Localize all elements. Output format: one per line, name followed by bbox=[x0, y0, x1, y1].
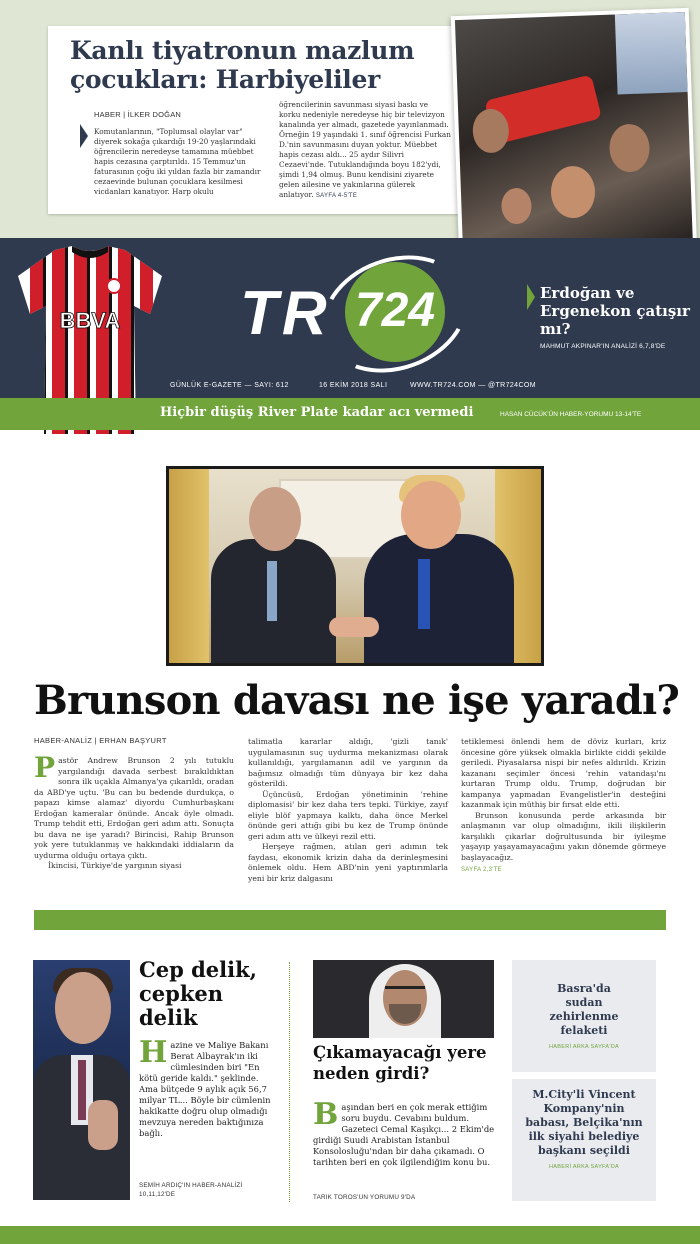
main-story-paragraph: İkincisi, Türkiye'de yargının siyasi bbox=[48, 861, 182, 870]
side-box-title: Basra'da sudan zehirlenme felaketi bbox=[549, 982, 619, 1037]
drop-cap: B bbox=[313, 1097, 339, 1132]
drop-cap: H bbox=[139, 1035, 168, 1070]
photo-figure bbox=[501, 188, 532, 225]
banner-subline: HASAN CÜCÜK'ÜN HABER-YORUMU 13-14'TE bbox=[500, 411, 642, 418]
drop-cap: P bbox=[34, 751, 56, 784]
photo-head bbox=[249, 487, 301, 551]
main-story-headline[interactable]: Brunson davası ne işe yaradı? bbox=[34, 677, 680, 724]
main-story-column-2 bbox=[248, 737, 448, 884]
section-separator bbox=[34, 910, 666, 930]
photo-tie bbox=[267, 561, 277, 621]
jersey-sponsor-text: BBVA bbox=[59, 308, 121, 333]
cep-story-headline[interactable]: Cep delik, cepken delik bbox=[139, 957, 257, 1030]
main-story-paragraph: Üçüncüsü, Erdoğan yönetiminin 'rehine diplomasisi' bir kez daha ters tepki. Türkiye, zayıf eliyle blöf yapmaya kalktı, daha önce Merkel önünde geri attığı gibi bu kez de Trump önünde geri adım attı ve ülkeyi rezil etti. bbox=[248, 789, 448, 841]
top-story-column-1: Komutanlarının, "Toplumsal olaylar var" diyerek sokağa çıkardığı 19-20 yaşlarındaki öğrencilerin neredeyse tamamına müebbet hapis cezasına çarptırıldı. 15 Temmuz'un faturasının çoğu iki yıldan fazla bir zamandır cezaevinde bulunan çocuklara kesilmesi vicdanları kanatıyor. Harp okulu bbox=[94, 127, 261, 196]
kas-story-body bbox=[313, 1097, 495, 1168]
photo-figure bbox=[609, 123, 651, 172]
main-story-photo bbox=[166, 466, 544, 666]
soldiers-photo-image bbox=[455, 12, 693, 257]
top-story-headline[interactable]: Kanlı tiyatronun mazlum çocukları: Harbiyeliler bbox=[70, 36, 415, 94]
photo-sky bbox=[615, 12, 688, 94]
kas-story-credit[interactable]: TARIK TOROS'UN YORUMU 9'DA bbox=[313, 1194, 416, 1201]
handshake-photo-image bbox=[169, 469, 541, 663]
photo-figure bbox=[472, 108, 510, 153]
main-story-paragraph: tetiklemesi önlendi hem de döviz kurları, kriz öncesine göre yüksek olmakla birlikte ciddi şekilde geriledi. Piyasalarsa nispi bir nefes aldırıldı. Krizin kazananı seçimler öncesi 'rehin vatandaşı'nı kurtaran Trump oldu. Trump, doğrudan bir kampanya yapmadan Evangelistler'in desteğini kazanmak için müthiş bir fırsat elde etti. bbox=[461, 737, 666, 809]
cep-story-credit[interactable]: SEMİH ARDIÇ'IN HABER-ANALİZİ 10,11,12'DE bbox=[139, 1182, 243, 1198]
main-story-byline: HABER-ANALİZ | ERHAN BAŞYURT bbox=[34, 736, 167, 745]
kas-story-body-text: aşından beri en çok merak ettiğim soru buydu. Cevabını buldum. Gazeteci Cemal Kaşıkçı... 2 Ekim'de girdiği Suudi Arabistan İstanbul Konsolosluğu'ndan bir daha çıkamadı. O tarihten beri en çok ilgilendiğim konu bu. bbox=[313, 1102, 495, 1167]
logo-tr-text[interactable]: TR bbox=[240, 279, 331, 348]
logo-number[interactable]: 724 bbox=[354, 284, 436, 337]
top-story-byline: HABER | İLKER DOĞAN bbox=[94, 110, 182, 119]
photo-glasses bbox=[385, 986, 425, 994]
side-box-subline: HABERİ ARKA SAYFA'DA bbox=[549, 1164, 619, 1170]
photo-head bbox=[401, 481, 461, 549]
photo-hand bbox=[88, 1100, 118, 1150]
photo-figure bbox=[364, 534, 514, 663]
main-story-column-3 bbox=[461, 737, 666, 876]
edition-label: GÜNLÜK E-GAZETE — SAYI: 612 bbox=[170, 382, 289, 389]
main-story-paragraph: talimatla kararlar aldığı, 'gizli tanık' uygulamasının suç uydurma mekanizması olarak kullanıldığı, yargılamanın adil ve yargının da bağımsız olmadığı tüm dünyaya bir kez daha gösterildi. bbox=[248, 737, 448, 788]
kas-story-headline[interactable]: Çıkamayacağı yere neden girdi? bbox=[313, 1043, 487, 1083]
top-story-column-2 bbox=[279, 100, 451, 201]
side-box-basra[interactable] bbox=[512, 960, 656, 1072]
main-story-page-ref[interactable]: SAYFA 2,3'TE bbox=[461, 867, 502, 873]
top-story-page-ref[interactable]: SAYFA 4-5'TE bbox=[315, 193, 358, 199]
photo-tie bbox=[418, 559, 430, 629]
main-story-column-1 bbox=[34, 751, 234, 872]
kashoggi-photo bbox=[313, 960, 494, 1038]
side-box-title: M.City'li Vincent Kompany'nin babası, Belçika'nın ilk siyahi belediye başkanı seçildi bbox=[525, 1088, 643, 1157]
web-label[interactable]: WWW.TR724.COM — @TR724COM bbox=[410, 382, 537, 389]
photo-handshake bbox=[329, 617, 379, 637]
main-story-paragraph: Brunson konusunda perde arkasında bir anlaşmanın var olup olmadığını, ikili ilişkilerin karşılıklı çıkarlar doğrultusunda bir iyileşme yaşayıp yaşayamayacağını yakın dönemde görmeye başlayacağız. bbox=[461, 810, 666, 862]
berat-albayrak-photo bbox=[33, 960, 130, 1200]
photo-curtain bbox=[169, 469, 209, 663]
arrow-icon bbox=[80, 124, 88, 148]
side-box-kompany[interactable] bbox=[512, 1079, 656, 1201]
top-story-photo bbox=[451, 8, 697, 261]
promo-arrow-icon bbox=[527, 284, 535, 310]
photo-head bbox=[55, 972, 111, 1044]
main-story-paragraph: Herşeye rağmen, atılan geri adımın tek faydası, ekonomik krizin daha da derinleşmesini önlemek oldu. Hem ABD'nin yeni yaptırımlarla yeni bir kriz dalgasını bbox=[248, 842, 448, 883]
top-story-column-2-text: öğrencilerinin savunması siyasi baskı ve korku nedeniyle neredeyse hiç bir televizyon kanalında yer almadı, gazetede yayınlanmadı. Örneğin 19 yaşındaki 1. sınıf öğrencisi Furkan D.'nin savunmasını duyan yoktur. Müebbet hapis cezası aldı... 25 aydır Silivri Cezaevi'nde. Tutuklandığında boyu 182'ydi, şimdi 1,94 olmuş. Bunu kendisini ziyarete gelen ailesine ve yakınlarına gülerek anlatıyor. bbox=[279, 100, 451, 199]
date-label: 16 EKİM 2018 SALI bbox=[319, 382, 388, 389]
banner-headline[interactable]: Hiçbir düşüş River Plate kadar acı vermedi bbox=[160, 405, 474, 420]
column-divider bbox=[289, 962, 290, 1202]
cep-story-body-text: azine ve Maliye Bakanı Berat Albayrak'ın iki cümlesinden biri "En kötü geride kaldı." şeklinde. Ama bütçede 9 aylık açık 56,7 milyar TL... Böyle bir cümlenin hakikatte doğru olup olmadığı mevzuya nereden baktığınıza bağlı. bbox=[139, 1040, 271, 1138]
promo-headline[interactable]: Erdoğan ve Ergenekon çatışır mı? bbox=[540, 284, 690, 338]
cep-story-body bbox=[139, 1035, 279, 1139]
footer-bar bbox=[0, 1226, 700, 1244]
main-story-paragraph bbox=[34, 751, 234, 861]
promo-subline: MAHMUT AKPINAR'IN ANALİZİ 6,7,8'DE bbox=[540, 343, 666, 350]
photo-tie bbox=[78, 1060, 86, 1120]
main-story-paragraph-text: astör Andrew Brunson 2 yılı tutuklu yargılandığı davada serbest bırakıldıktan sonra ilk uçakla Almanya'ya çıkarıldı, oradan da ABD'ye uçtu. 'Bu can bu bedende durdukça, o papazı kimse alamaz' diyordu Cumhurbaşkanı Erdoğan kameralar önünde. Ancak öyle olmadı. Trump tehdit etti, Erdoğan geri adım attı. Sonuçta bu dava ne işe yaradı? Birincisi, Rahip Brunson yok yere tutuklanmış ve hakkındaki iddiaların da uydurma olduğu ortaya çıktı. bbox=[34, 756, 234, 860]
photo-figure bbox=[550, 165, 596, 219]
side-box-subline: HABERİ ARKA SAYFA'DA bbox=[549, 1044, 619, 1050]
